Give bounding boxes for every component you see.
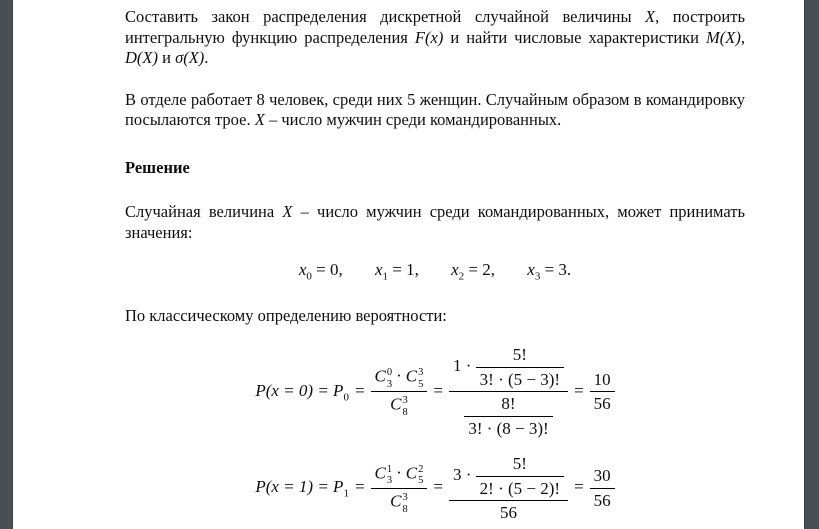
result-numerator: 30 [590,466,615,489]
factorial-fraction [449,345,568,438]
formula-p0-lhs [255,380,349,403]
condition-text-2: – число мужчин среди командированных. [264,110,562,129]
value-x2 [451,260,496,283]
subscript: 8 [402,503,408,515]
numerator-prefix: 3 · [452,465,472,485]
variable-values-line [125,260,745,281]
comb-c3-scripts [403,492,408,515]
subscript: 1 [343,487,349,500]
math-var-sigma-x: σ(X) [175,48,205,67]
probability-lhs: P(x = 1) = P [255,477,344,497]
factorial-denominator [449,392,568,438]
inner-fraction-top [476,454,564,498]
superscript: 2 [418,463,424,475]
combination-fraction [371,366,428,417]
result-fraction [590,466,615,510]
superscript: 3 [402,395,408,407]
combination-fraction [371,463,428,514]
comb-c1: C [374,463,386,483]
probability-lhs: P(x = 0) = P [255,380,344,400]
inner-fraction-bottom [464,394,552,438]
document-content [125,0,745,523]
equals-sign: = [354,380,365,400]
multiplication-dot: · [396,366,402,386]
task-text-4: , [740,27,745,47]
description-text-2: – число мужчин среди командированных, может принимать значения: [125,202,745,242]
comb-c3-scripts [403,395,408,418]
value-equation: = 2, [464,260,496,279]
factorial-numerator [449,345,568,392]
right-edge-bar [804,0,819,529]
equals-sign: = [574,380,584,400]
factorial-denominator: 56 [500,503,518,523]
inner-den: 2! · (5 − 2)! [479,478,561,498]
task-text-6: . [204,48,209,67]
superscript: 0 [386,367,393,378]
task-text-5: и [157,48,176,67]
combination-denominator [371,392,428,417]
subscript: 3 [386,475,393,487]
math-var-dx: D(X) [125,48,158,67]
result-denominator: 56 [593,394,611,414]
equals-sign: = [433,380,443,400]
result-numerator: 10 [590,370,615,393]
task-paragraph [125,7,745,69]
factorial-fraction [449,454,568,523]
inner-fraction-top [476,345,564,389]
math-var-x: x [451,260,459,279]
variable-description-paragraph [125,202,745,243]
value-equation: = 3. [540,260,572,279]
equals-sign: = [433,477,443,497]
superscript: 1 [386,463,393,475]
multiplication-dot: · [396,463,402,483]
subscript: 2 [458,270,465,283]
solution-heading: Решение [125,157,190,177]
comb-c1-scripts [387,367,392,390]
result-denominator: 56 [593,491,611,511]
inner-den: 3! · (5 − 3)! [479,369,561,389]
subscript: 0 [343,390,349,403]
formula-p0 [125,345,745,438]
result-fraction [590,370,615,414]
math-var-mx: M(X) [706,27,741,47]
classical-probability-paragraph: По классическому определению вероятности: [125,305,447,325]
comb-c2-scripts [418,367,423,390]
math-var-fx: F(x) [414,27,444,47]
subscript: 0 [306,270,312,283]
formula-p1-lhs [255,477,349,500]
inner-num: 5! [476,345,564,368]
comb-c2-scripts [418,464,423,487]
superscript: 3 [402,492,408,504]
math-var-x: x [374,260,383,279]
formula-p1 [125,454,745,523]
subscript: 3 [534,270,541,283]
comb-c3: C [390,394,402,414]
superscript: 3 [418,367,424,378]
left-edge-bar [0,0,13,529]
subscript: 3 [386,378,393,390]
task-text-3: и найти числовые характеристики [443,27,707,47]
value-x1 [374,260,419,283]
math-var-x: X [254,110,265,129]
value-x3 [527,260,572,283]
factorial-numerator [449,454,568,501]
value-equation: = 0, [311,260,343,279]
value-x0 [298,260,343,283]
value-equation: = 1, [388,260,419,279]
subscript: 1 [382,270,389,283]
combination-denominator [371,489,428,514]
description-text-1: Случайная величина [125,202,283,221]
task-text-1: Составить закон распределения дискретной случайной величины [125,7,646,26]
math-var-x: X [645,7,656,26]
comb-c3: C [390,491,402,511]
inner-num: 8! [464,394,552,417]
subscript: 5 [418,475,424,487]
inner-num: 5! [476,454,564,477]
math-var-x: X [282,202,293,221]
subscript: 5 [418,378,424,390]
numerator-prefix: 1 · [452,355,472,375]
condition-text-1: В отделе работает 8 человек, среди них 5 женщин. Случайным образом в командировку посылаются трое. [125,89,745,129]
subscript: 8 [402,406,408,418]
comb-c2: C [405,463,418,483]
math-var-x: x [527,260,535,279]
math-var-x: x [298,260,307,279]
comb-c1-scripts [387,464,392,487]
combination-numerator [371,463,428,489]
task-text-2: , построить интегральную функцию распределения [125,7,745,47]
combination-numerator [371,366,428,392]
comb-c1: C [374,366,386,386]
equals-sign: = [574,477,584,497]
inner-den: 3! · (8 − 3)! [468,418,549,438]
comb-c2: C [405,366,418,386]
equals-sign: = [354,477,365,497]
condition-paragraph [125,90,745,131]
